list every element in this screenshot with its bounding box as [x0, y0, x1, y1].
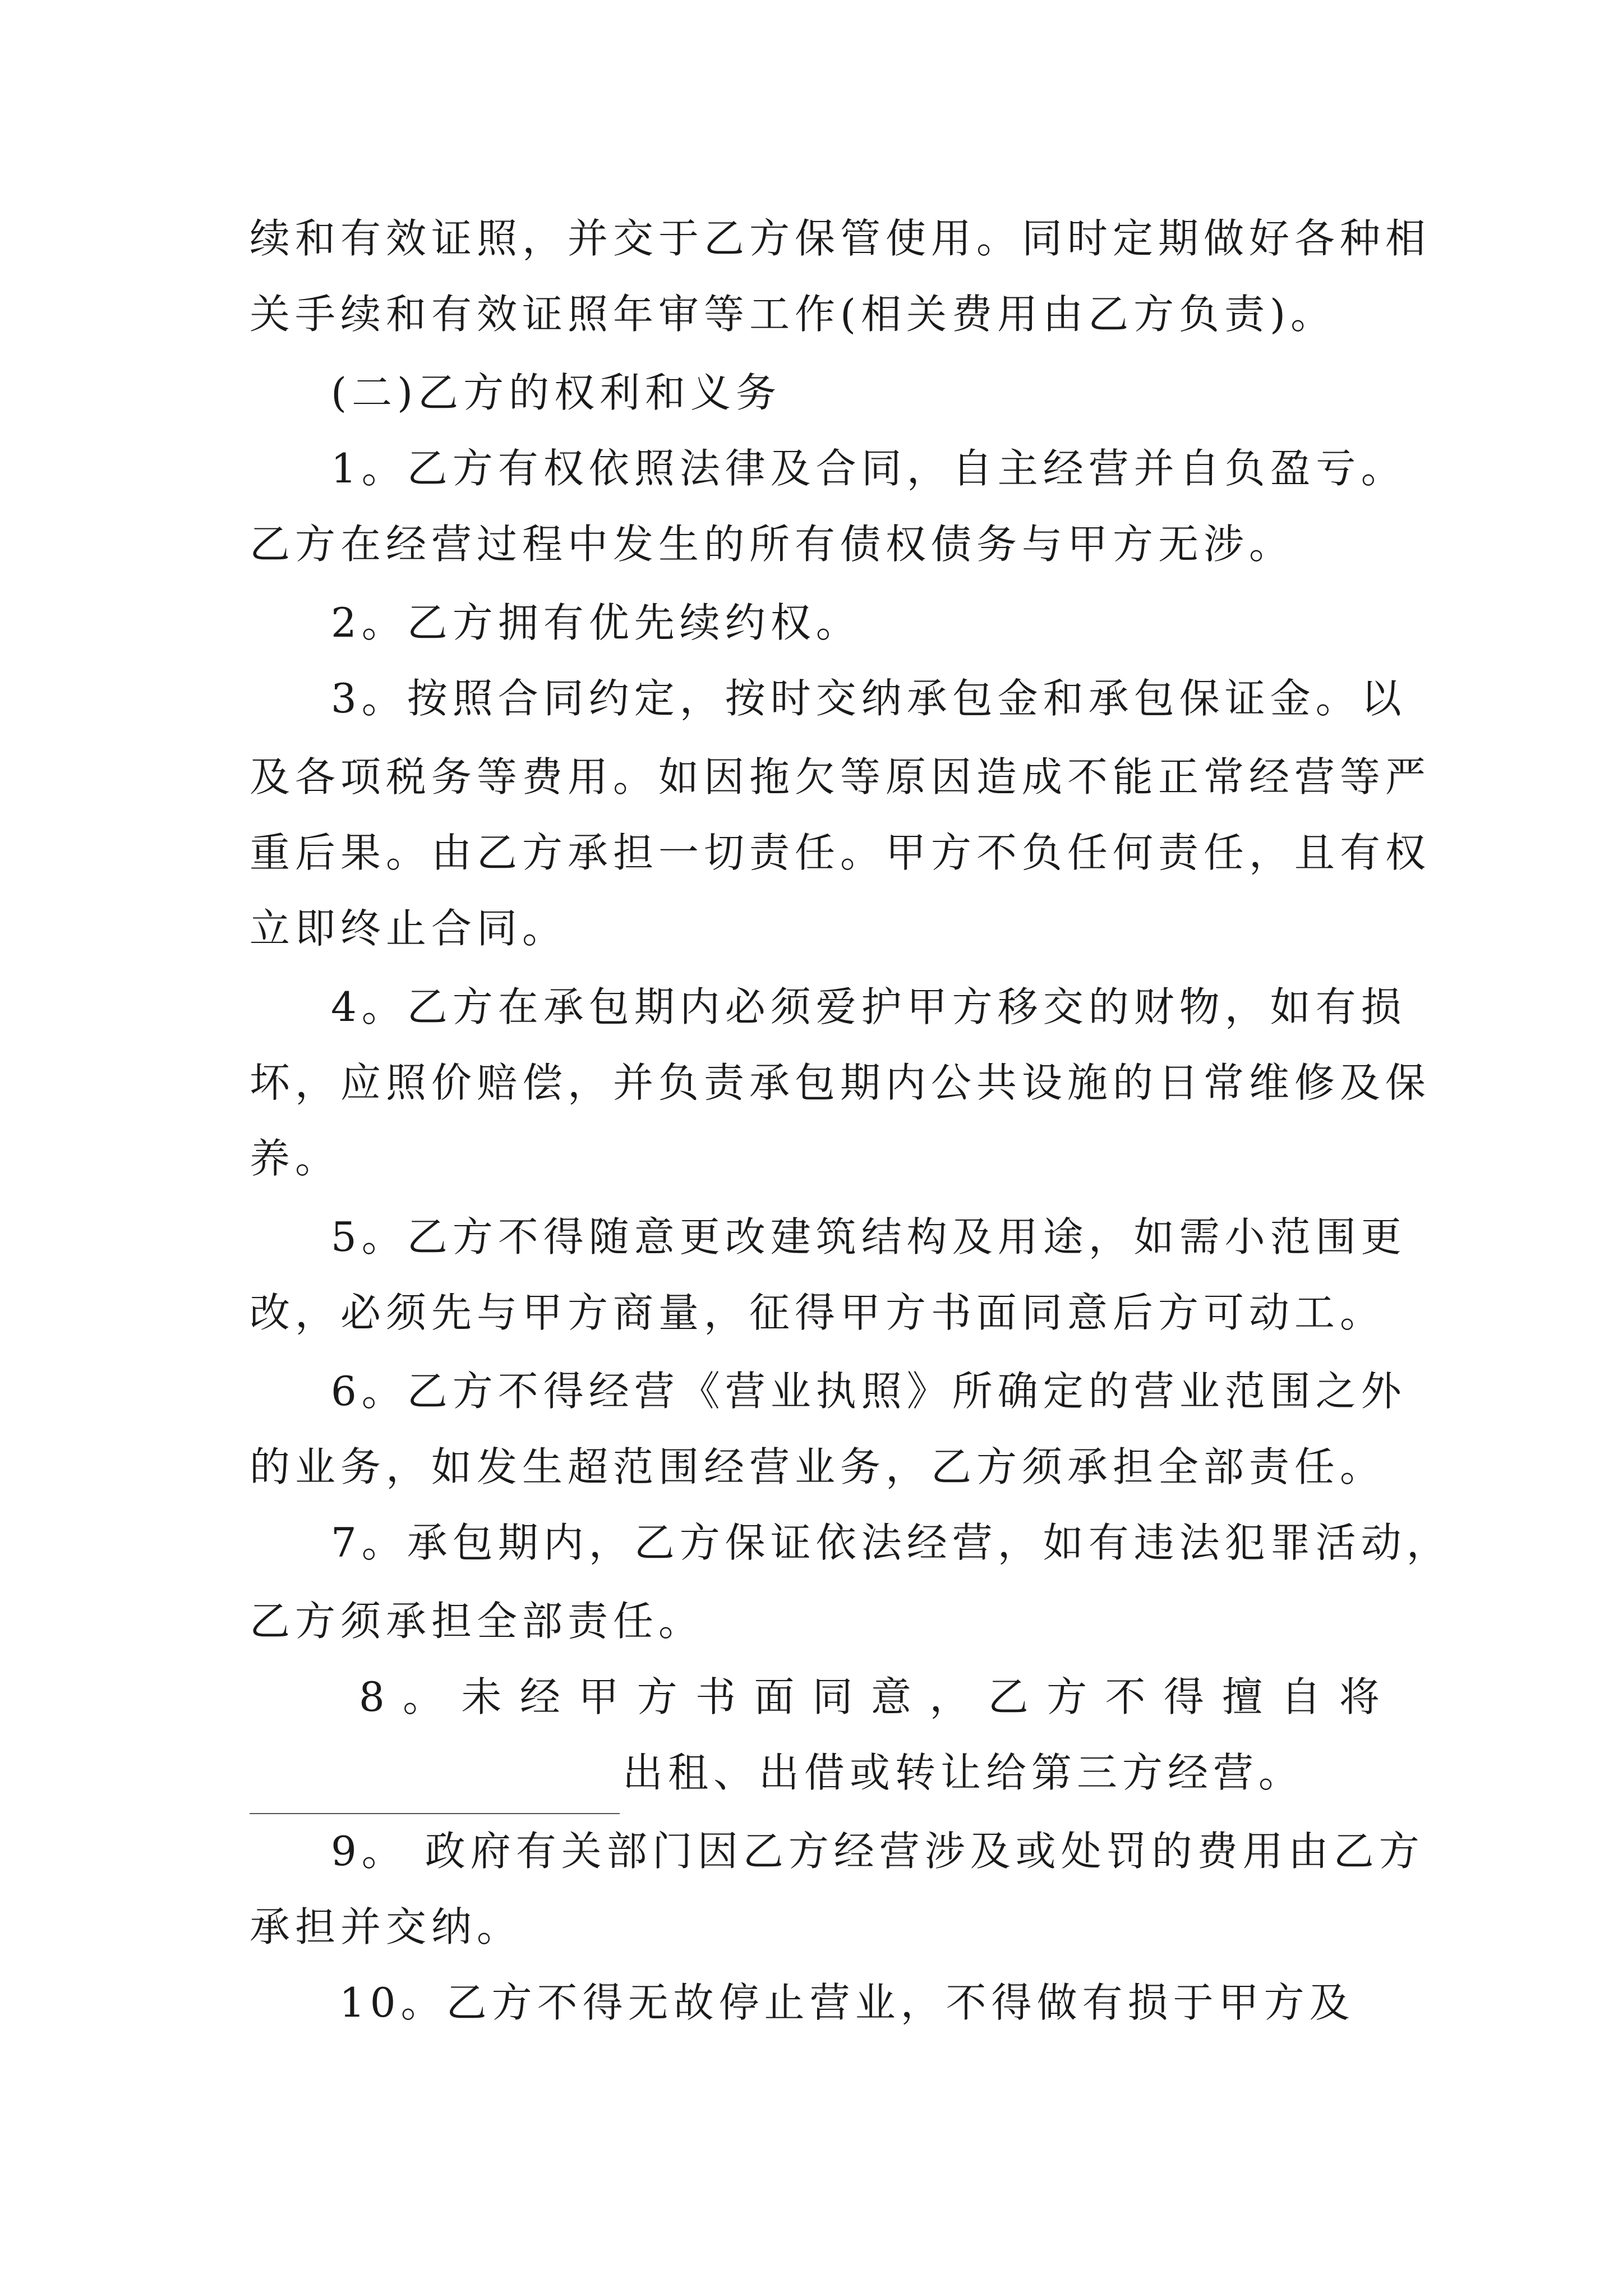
char: 不: [1105, 1673, 1146, 1720]
text-line: 养。: [250, 1135, 341, 1182]
text-line: 重后果。由乙方承担一切责任。甲方不负任何责任，且有权: [250, 829, 1431, 876]
char: 未: [461, 1673, 502, 1720]
text-line: 及各项税务等费用。如因拖欠等原因造成不能正常经营等严: [250, 753, 1431, 800]
char: 书: [695, 1673, 736, 1720]
char: 自: [1280, 1673, 1321, 1720]
char: 甲: [578, 1673, 619, 1720]
text-line: 承担并交纳。: [250, 1903, 523, 1950]
char: 方: [637, 1673, 677, 1720]
text-line: 立即终止合同。: [250, 905, 568, 952]
char: 同: [812, 1673, 853, 1720]
char: 经: [519, 1673, 560, 1720]
text-line: 乙方在经营过程中发生的所有债权债务与甲方无涉。: [250, 521, 1295, 568]
char: 8: [359, 1673, 385, 1720]
text-line: 4。乙方在承包期内必须爱护甲方移交的财物，如有损: [331, 983, 1407, 1030]
char: 。: [403, 1673, 444, 1720]
text-line: 乙方须承担全部责任。: [250, 1598, 704, 1645]
text-line: 坏，应照价赔偿，并负责承包期内公共设施的日常维修及保: [250, 1059, 1431, 1106]
char: 将: [1339, 1673, 1380, 1720]
text-line: 5。乙方不得随意更改建筑结构及用途，如需小范围更: [331, 1213, 1407, 1260]
fill-in-blank: [250, 1813, 620, 1814]
char: 擅: [1222, 1673, 1263, 1720]
text-line: 出租、出借或转让给第三方经营。: [623, 1749, 1304, 1796]
section-heading: (二)乙方的权利和义务: [331, 369, 782, 416]
char: ，: [929, 1673, 970, 1720]
char: 意: [871, 1673, 912, 1720]
spread-text-line: [359, 1672, 1380, 1722]
text-line: 7。承包期内，乙方保证依法经营，如有违法犯罪活动，: [331, 1519, 1452, 1566]
char: 方: [1046, 1673, 1087, 1720]
text-line: 9。 政府有关部门因乙方经营涉及或处罚的费用由乙方: [331, 1828, 1424, 1875]
text-line: 1。乙方有权依照法律及合同，自主经营并自负盈亏。: [331, 445, 1407, 492]
text-line: 改，必须先与甲方商量，征得甲方书面同意后方可动工。: [250, 1289, 1386, 1336]
text-line: 关手续和有效证照年审等工作(相关费用由乙方负责)。: [250, 291, 1336, 338]
text-line: 3。按照合同约定，按时交纳承包金和承包保证金。以: [331, 675, 1407, 722]
char: 面: [754, 1673, 795, 1720]
text-line: 的业务，如发生超范围经营业务，乙方须承担全部责任。: [250, 1443, 1386, 1490]
text-line: 续和有效证照，并交于乙方保管使用。同时定期做好各种相: [250, 215, 1431, 262]
text-line: 2。乙方拥有优先续约权。: [331, 599, 861, 646]
char: 得: [1163, 1673, 1204, 1720]
text-line: 6。乙方不得经营《营业执照》所确定的营业范围之外: [331, 1368, 1407, 1415]
char: 乙: [988, 1673, 1029, 1720]
text-line: 10。乙方不得无故停止营业，不得做有损于甲方及: [339, 1979, 1355, 2026]
